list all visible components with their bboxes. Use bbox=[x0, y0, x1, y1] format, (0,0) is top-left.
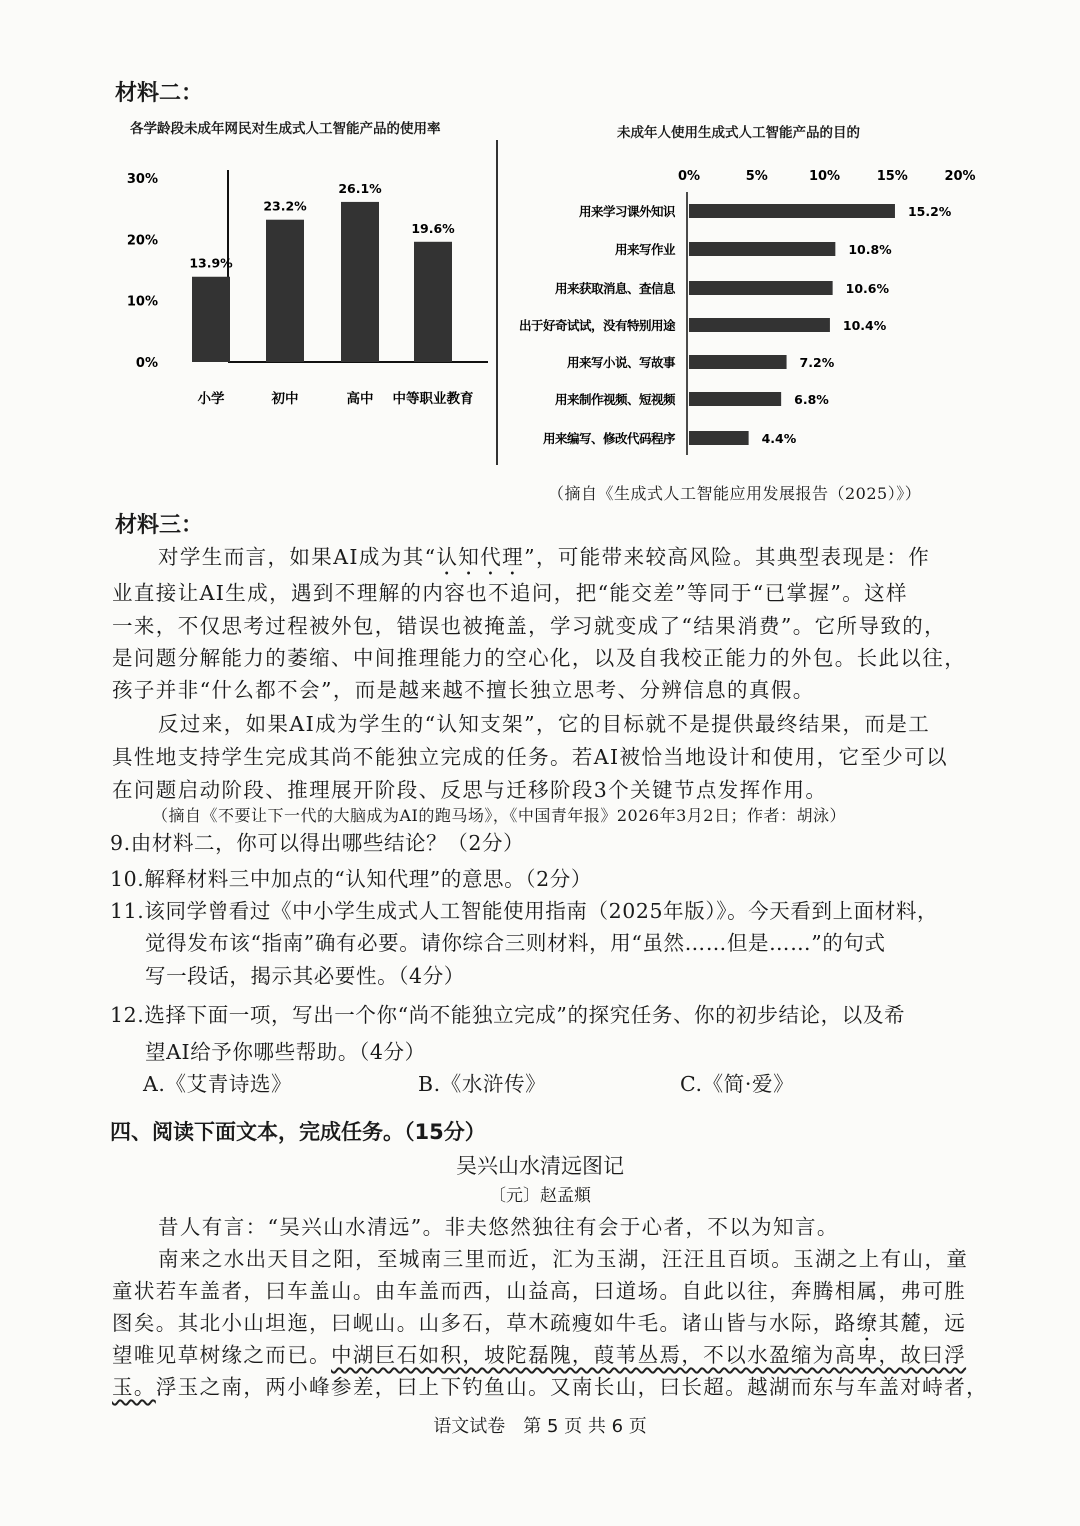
y-tick-label: 0% bbox=[135, 356, 158, 371]
material2-heading: 材料二： bbox=[115, 81, 204, 106]
bar-value-label: 19.6% bbox=[411, 220, 455, 236]
bar bbox=[689, 431, 749, 445]
bar-value-label: 7.2% bbox=[799, 355, 835, 370]
bar bbox=[689, 318, 830, 332]
y-category-label: 出于好奇试试，没有特别用途 bbox=[518, 318, 675, 333]
bar bbox=[341, 202, 379, 362]
y-category-label: 用来编写、修改代码程序 bbox=[542, 431, 675, 446]
m3-line-4: 是问题分解能力的萎缩、中间推理能力的空心化，以及自我校正能力的外包。长此以往， bbox=[112, 646, 967, 670]
bar bbox=[689, 204, 895, 218]
x-category-label: 小学 bbox=[197, 391, 225, 407]
right-chart-title: 未成年人使用生成式人工智能产品的目的 bbox=[617, 125, 860, 141]
x-category-label: 高中 bbox=[346, 391, 374, 407]
y-category-label: 用来写小说、写故事 bbox=[566, 355, 675, 370]
left-bar-chart bbox=[110, 160, 490, 420]
bar bbox=[266, 220, 304, 362]
chart-divider bbox=[496, 140, 498, 465]
bar bbox=[689, 242, 835, 256]
m3-line-5: 孩子并非“什么都不会”，而是越来越不擅长独立思考、分辨信息的真假。 bbox=[112, 678, 815, 702]
m3-line-1 bbox=[158, 540, 930, 580]
x-tick-label: 10% bbox=[808, 169, 841, 184]
passage-line-5a: 望唯见草树缘之而已。 bbox=[112, 1343, 331, 1367]
x-tick-label: 20% bbox=[944, 169, 976, 184]
bar bbox=[414, 242, 452, 362]
passage-author: 〔元〕赵孟頫 bbox=[489, 1186, 591, 1206]
y-category-label: 用来获取消息、查信息 bbox=[554, 281, 675, 296]
y-category-label: 用来制作视频、短视频 bbox=[554, 392, 675, 407]
passage-line-5 bbox=[112, 1338, 966, 1368]
passage-line-4b: 其麓，远 bbox=[878, 1311, 967, 1335]
x-tick-label: 0% bbox=[677, 169, 701, 184]
question-11-line-1: 11.该同学曾看过《中小学生成式人工智能使用指南（2025年版）》。今天看到上面材料， bbox=[110, 899, 939, 923]
x-category-label: 初中 bbox=[271, 391, 299, 407]
m3-line-8: 在问题启动阶段、推理展开阶段、反思与迁移阶段3个关键节点发挥作用。 bbox=[112, 778, 828, 802]
question-10: 10.解释材料三中加点的“认知代理”的意思。（2分） bbox=[110, 867, 592, 891]
bar bbox=[689, 392, 781, 406]
question-11-line-2: 觉得发布该“指南”确有必要。请你综合三则材料，用“虽然……但是……”的句式 bbox=[145, 931, 886, 955]
y-category-label: 用来写作业 bbox=[614, 242, 675, 257]
m3-line-6: 反过来，如果AI成为学生的“认知支架”，它的目标就不是提供最终结果，而是工 bbox=[158, 712, 931, 736]
option-b: B.《水浒传》 bbox=[418, 1072, 547, 1096]
page-footer: 语文试卷 第 5 页 共 6 页 bbox=[433, 1416, 647, 1437]
passage-line-3: 童状若车盖者，曰车盖山。由车盖而西，山益高，曰道场。自此以往，奔腾相属，弗可胜 bbox=[112, 1279, 967, 1303]
m3-line-2: 业直接让AI生成，遇到不理解的内容也不追问，把“能交差”等同于“已掌握”。这样 bbox=[112, 581, 908, 605]
m3-line-3: 一来，不仅思考过程被外包，错误也被掩盖，学习就变成了“结果消费”。它所导致的， bbox=[112, 614, 947, 638]
y-category-label: 用来学习课外知识 bbox=[578, 204, 675, 219]
section4-heading: 四、阅读下面文本，完成任务。（15分） bbox=[110, 1120, 486, 1144]
m3-line-7: 具性地支持学生完成其尚不能独立完成的任务。若AI被恰当地设计和使用，它至少可以 bbox=[112, 745, 948, 769]
right-bar-chart bbox=[505, 160, 1005, 460]
material3-heading: 材料三： bbox=[115, 513, 204, 538]
wavy-underlined-end: 玉。 bbox=[112, 1375, 156, 1399]
y-tick-label: 30% bbox=[126, 172, 158, 187]
bar-value-label: 23.2% bbox=[263, 198, 307, 214]
wavy-underlined-sentence: 中湖巨石如积，坡陀磊隗，葭苇丛焉，不以水盈缩为高卑，故曰浮 bbox=[331, 1343, 967, 1367]
passage-line-2: 南来之水出天目之阳，至城南三里而近，汇为玉湖，汪汪且百顷。玉湖之上有山，童 bbox=[158, 1247, 969, 1271]
question-9: 9.由材料二，你可以得出哪些结论？（2分） bbox=[110, 831, 525, 855]
material2-source: （摘自《生成式人工智能应用发展报告（2025）》） bbox=[548, 484, 922, 503]
x-tick-label: 5% bbox=[745, 169, 768, 184]
m3-line-1b: ”，可能带来较高风险。其典型表现是：作 bbox=[524, 545, 931, 569]
bar-value-label: 10.6% bbox=[845, 281, 890, 296]
bar bbox=[192, 277, 230, 362]
option-c: C.《简·爱》 bbox=[680, 1072, 795, 1096]
question-12-line-1: 12.选择下面一项，写出一个你“尚不能独立完成”的探究任务、你的初步结论，以及希 bbox=[110, 1003, 906, 1027]
emphasis-cognitive-proxy: 认知代理 bbox=[436, 545, 525, 569]
passage-title: 吴兴山水清远图记 bbox=[456, 1154, 624, 1178]
option-a: A.《艾青诗选》 bbox=[143, 1072, 293, 1096]
left-chart-title: 各学龄段未成年网民对生成式人工智能产品的使用率 bbox=[130, 121, 441, 137]
y-tick-label: 10% bbox=[126, 294, 158, 310]
passage-line-6 bbox=[112, 1370, 988, 1400]
passage-line-6b: 浮玉之南，两小峰参差，曰上下钓鱼山。又南长山，曰长超。越湖而东与车盖对峙者， bbox=[155, 1375, 989, 1399]
bar-value-label: 6.8% bbox=[794, 392, 829, 407]
y-tick-label: 20% bbox=[126, 233, 158, 249]
x-tick-label: 15% bbox=[876, 169, 908, 184]
bar-value-label: 4.4% bbox=[761, 431, 797, 446]
passage-line-1: 昔人有言：“吴兴山水清远”。非夫悠然独往有会于心者，不以为知言。 bbox=[158, 1215, 839, 1239]
bar-value-label: 26.1% bbox=[338, 180, 382, 196]
bar-value-label: 10.4% bbox=[842, 318, 887, 333]
question-12-line-2: 望AI给予你哪些帮助。（4分） bbox=[145, 1040, 426, 1064]
bar-value-label: 15.2% bbox=[907, 204, 952, 219]
material3-source: （摘自《不要让下一代的大脑成为AI的跑马场》，《中国青年报》2026年3月2日；作者：胡泳） bbox=[152, 806, 846, 825]
bar-value-label: 10.8% bbox=[848, 242, 892, 257]
bar bbox=[689, 355, 787, 369]
bar bbox=[689, 281, 833, 295]
emphasis-liao: 缭 bbox=[856, 1311, 879, 1335]
bar-value-label: 13.9% bbox=[189, 255, 233, 271]
x-category-label: 中等职业教育 bbox=[392, 391, 474, 407]
passage-line-4a: 图矣。其北小山坦迤，曰岘山。山多石，草木疏瘦如牛毛。诸山皆与水际，路 bbox=[112, 1311, 857, 1335]
m3-line-1a: 对学生而言，如果AI成为其“ bbox=[158, 545, 437, 569]
question-11-line-3: 写一段话，揭示其必要性。（4分） bbox=[145, 964, 465, 988]
